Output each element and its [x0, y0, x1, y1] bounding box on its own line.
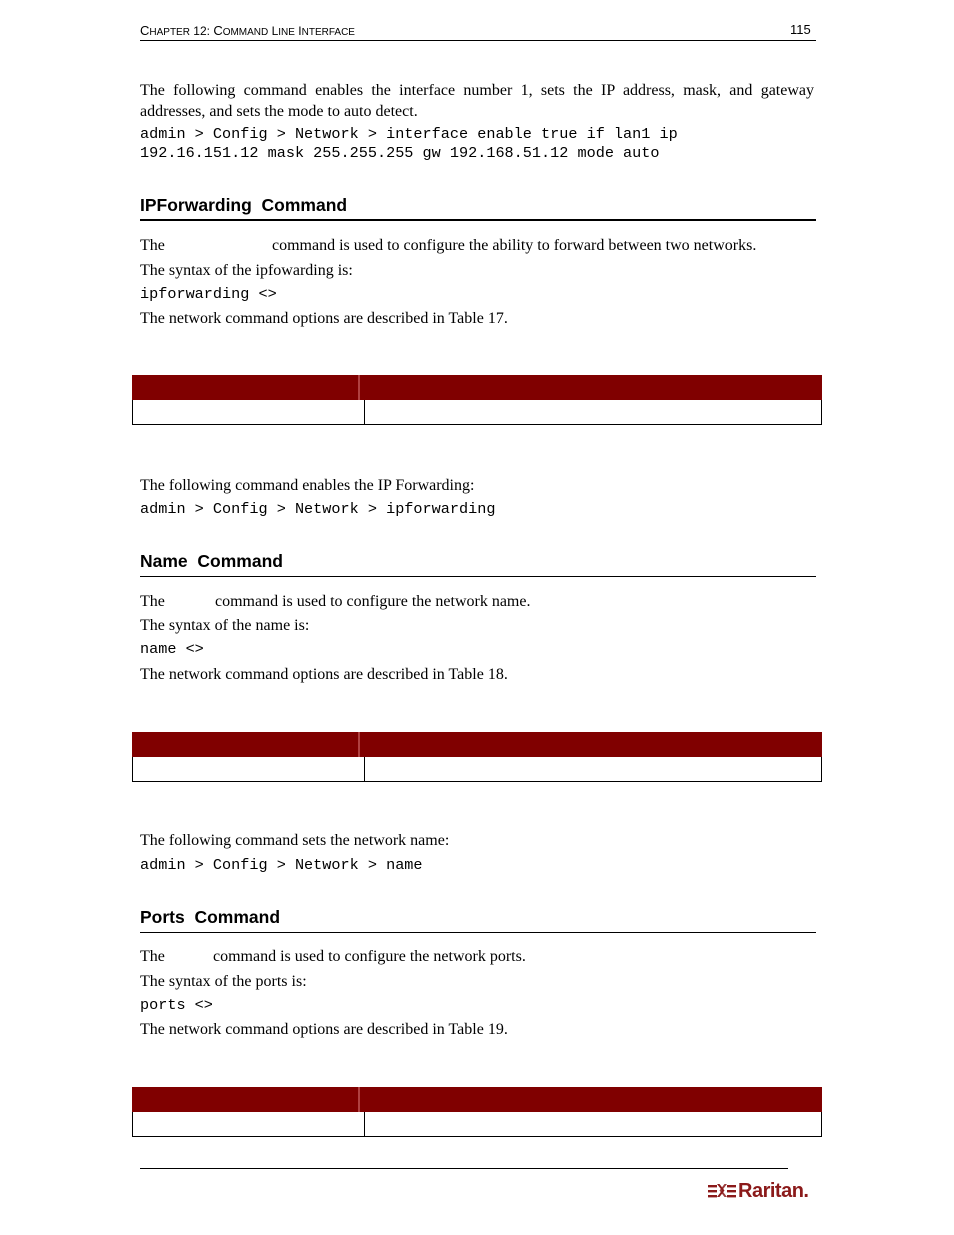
ports-desc: command is used to configure the network ports. — [213, 948, 526, 965]
section-rule-ipforwarding — [140, 219, 816, 221]
ports-syntax-intro: The syntax of the ports is: — [140, 973, 307, 990]
section-rule-ports — [140, 932, 816, 933]
ports-desc-the: The — [140, 948, 165, 965]
footer-rule — [140, 1168, 788, 1169]
table-17-row — [132, 400, 822, 425]
name-options-ref: The network command options are described in Table 18. — [140, 666, 508, 683]
ipforwarding-syntax-intro: The syntax of the ipfowarding is: — [140, 262, 353, 279]
table-18-row — [132, 757, 822, 782]
name-syntax-code: name <> — [140, 640, 204, 658]
raritan-logo-icon — [707, 1181, 737, 1205]
table-19-header-divider — [358, 1087, 360, 1112]
table-17-header — [132, 375, 822, 400]
table-18-header — [132, 732, 822, 757]
section-title-ipforwarding: IPForwarding Command — [140, 195, 348, 215]
chapter-header-c: C — [140, 23, 150, 38]
chapter-header-part2: OMMAND — [222, 27, 269, 38]
intro-paragraph: The following command enables the interface number 1, sets the IP address, mask, and gateway addresses, and sets the mode to auto detect. — [140, 82, 814, 120]
chapter-header-part3: INE — [278, 27, 295, 38]
section-rule-name — [140, 576, 816, 577]
table-17 — [132, 375, 822, 425]
chapter-header-c2: C — [213, 23, 223, 38]
chapter-header-l: L — [268, 24, 279, 38]
page-number: 115 — [790, 22, 811, 37]
intro-code-line-1: admin > Config > Network > interface enable true if lan1 ip — [140, 125, 678, 143]
chapter-header — [140, 23, 355, 38]
table-19-row-divider — [364, 1112, 365, 1136]
name-syntax-intro: The syntax of the name is: — [140, 617, 310, 634]
table-17-header-divider — [358, 375, 360, 400]
chapter-header-i: I — [294, 24, 302, 38]
table-18-row-divider — [364, 757, 365, 781]
ports-options-ref: The network command options are described in Table 19. — [140, 1021, 508, 1038]
table-18-header-divider — [358, 732, 360, 757]
ipforwarding-example-intro: The following command enables the IP Forwarding: — [140, 477, 475, 494]
table-17-row-divider — [364, 400, 365, 424]
header-rule — [140, 40, 816, 41]
raritan-logo-text: Raritan. — [738, 1180, 809, 1202]
table-19-row — [132, 1112, 822, 1137]
name-example-code: admin > Config > Network > name — [140, 856, 423, 874]
ipforwarding-desc-the: The — [140, 237, 165, 254]
ipforwarding-options-ref: The network command options are described in Table 17. — [140, 310, 508, 327]
ipforwarding-example-code: admin > Config > Network > ipforwarding — [140, 500, 496, 518]
section-title-name: Name Command — [140, 551, 283, 571]
section-title-ports: Ports Command — [140, 907, 281, 927]
name-desc: command is used to configure the network name. — [215, 593, 531, 610]
ports-syntax-code: ports <> — [140, 996, 213, 1014]
raritan-logo — [707, 1180, 813, 1204]
chapter-header-number: 12: — [189, 24, 214, 38]
table-19-header — [132, 1087, 822, 1112]
intro-code-line-2: 192.16.151.12 mask 255.255.255 gw 192.168.51.12 mode auto — [140, 144, 660, 162]
table-18 — [132, 732, 822, 782]
name-example-intro: The following command sets the network name: — [140, 832, 450, 849]
table-19 — [132, 1087, 822, 1137]
name-desc-the: The — [140, 593, 165, 610]
ipforwarding-syntax-code: ipforwarding <> — [140, 285, 277, 303]
chapter-header-part1: HAPTER — [149, 27, 190, 38]
ipforwarding-desc: command is used to configure the ability to forward between two networks. — [272, 237, 757, 254]
chapter-header-part4: NTERFACE — [301, 27, 355, 38]
